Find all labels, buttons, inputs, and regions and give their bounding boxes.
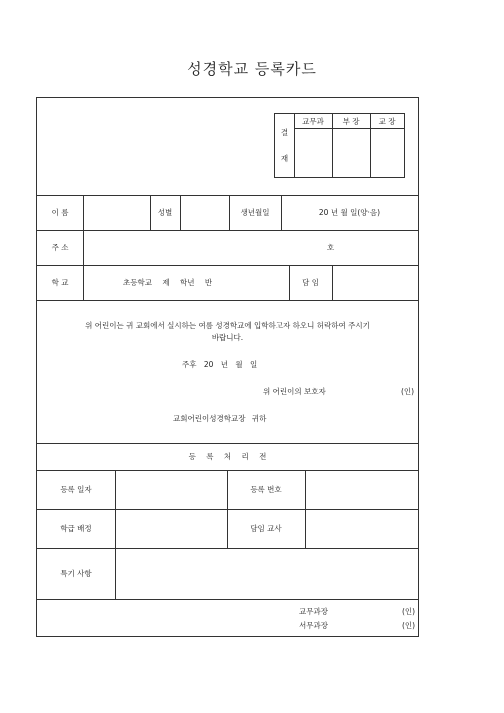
address-field[interactable] [84, 231, 418, 265]
approval-label-bottom: 재 [280, 154, 289, 163]
reg-no-label: 등록 번호 [250, 485, 282, 494]
notes-label: 특기 사항 [60, 569, 92, 578]
approval-col-principal: 교 장 [378, 117, 396, 126]
application-text-line2: 바랍니다. [211, 333, 244, 342]
birth-field[interactable]: 20 년 월 일(양·음) [318, 208, 381, 217]
gender-label: 성별 [157, 208, 173, 217]
class-label: 학급 배정 [60, 524, 92, 533]
reg-no-field[interactable] [306, 471, 418, 509]
assigned-teacher-field[interactable] [306, 510, 418, 548]
name-label: 이 름 [51, 208, 69, 217]
registration-card [36, 97, 419, 637]
notes-field[interactable] [116, 549, 418, 599]
approval-sign-director[interactable] [333, 129, 370, 177]
footer-academic-label: 교무과장 [299, 607, 328, 616]
approval-label-top: 결 [280, 128, 289, 137]
approval-box [274, 113, 405, 178]
guardian-seal: (인) [401, 387, 415, 396]
application-date: 주후 20 년 월 일 [182, 360, 258, 369]
footer-admin-label: 서무과장 [299, 621, 328, 630]
gender-field[interactable] [181, 196, 229, 230]
approval-sign-academic[interactable] [295, 129, 332, 177]
footer-academic-seal: (인) [402, 607, 416, 616]
teacher-label: 담 임 [302, 278, 319, 287]
guardian-label: 위 어린이의 보호자 [263, 387, 326, 396]
approval-col-academic: 교무과 [302, 117, 324, 126]
addressee: 교회어린이성경학교장 귀하 [173, 414, 267, 423]
address-label: 주 소 [51, 243, 69, 252]
processing-header: 등 록 처 리 전 [188, 452, 267, 461]
reg-date-field[interactable] [116, 471, 227, 509]
reg-date-label: 등록 일자 [60, 485, 92, 494]
application-text-line1: 위 어린이는 귀 교회에서 실시하는 여름 성경학교에 입학하고자 하오니 허락하여 주시기 [85, 321, 370, 330]
school-label: 학 교 [51, 278, 69, 287]
birth-label: 생년월일 [240, 208, 270, 217]
page-title: 성경학교 등록카드 [187, 60, 317, 78]
school-field[interactable]: 초등학교 제 학년 반 [123, 278, 213, 287]
guardian-name-field[interactable] [337, 384, 397, 398]
name-field[interactable] [84, 196, 150, 230]
assigned-teacher-label: 담임 교사 [250, 524, 282, 533]
teacher-field[interactable] [333, 266, 418, 300]
approval-sign-principal[interactable] [371, 129, 404, 177]
address-suffix: 호 [327, 243, 335, 252]
footer-admin-seal: (인) [402, 621, 416, 630]
class-field[interactable] [116, 510, 227, 548]
approval-col-director: 부 장 [342, 117, 360, 126]
